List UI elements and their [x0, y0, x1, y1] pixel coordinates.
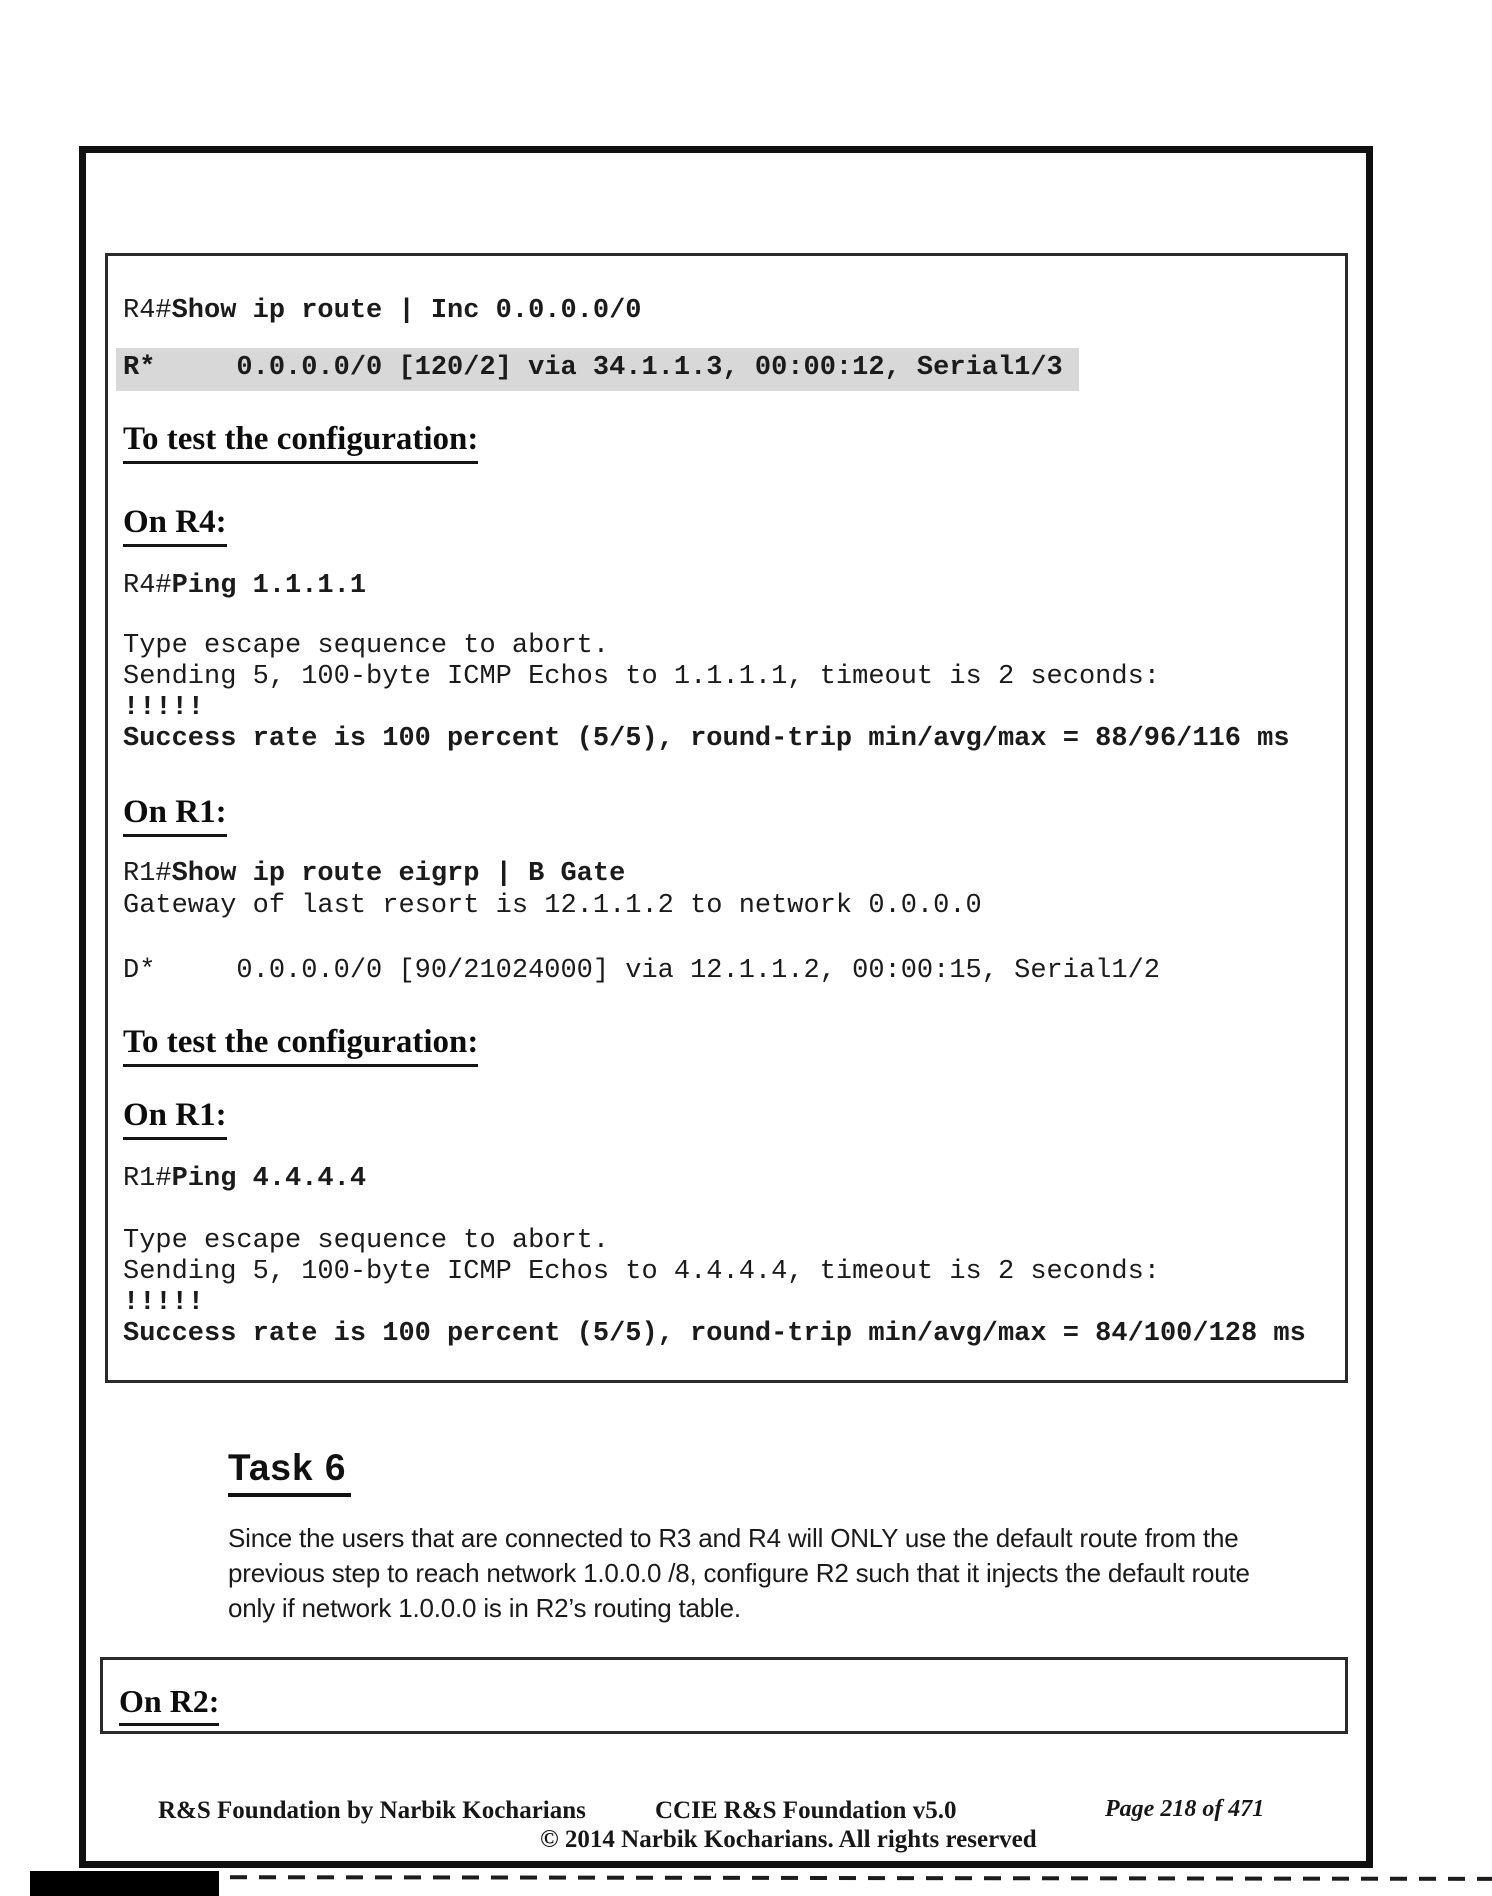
task-6-description: [228, 1521, 1250, 1626]
cli-command-r1-show: [123, 859, 625, 890]
footer-copyright: © 2014 Narbik Kocharians. All rights reserved: [540, 1826, 1037, 1853]
footer-edition: CCIE R&S Foundation v5.0: [655, 1797, 957, 1824]
terminal-output-box: [105, 253, 1348, 1383]
on-r2-box: [100, 1657, 1348, 1734]
task-description-line: Since the users that are connected to R3 and R4 will ONLY use the default route from the: [228, 1523, 1239, 1553]
footer-book-title: R&S Foundation by Narbik Kocharians: [158, 1797, 586, 1824]
scan-artifact-black-bar: [30, 1871, 219, 1896]
cli-prompt: R4#: [123, 571, 172, 601]
ping-exclamations: !!!!!: [123, 1288, 205, 1318]
heading-on-r4: On R4:: [123, 504, 227, 547]
footer-page-number: Page 218 of 471: [1105, 1796, 1265, 1822]
cli-command-text: Ping 1.1.1.1: [171, 571, 367, 601]
cli-command-text: Ping 4.4.4.4: [171, 1164, 367, 1194]
gateway-of-last-resort-line: Gateway of last resort is 12.1.1.2 to network 0.0.0.0: [123, 891, 982, 921]
cli-command-text: Show ip route | Inc 0.0.0.0/0: [171, 296, 642, 326]
cli-prompt: R4#: [123, 296, 172, 326]
heading-on-r1-first: On R1:: [123, 794, 227, 837]
heading-to-test-configuration-2: To test the configuration:: [123, 1024, 478, 1067]
task-description-line: previous step to reach network 1.0.0.0 /8, configure R2 such that it injects the default route: [228, 1558, 1250, 1588]
ping-exclamations: !!!!!: [123, 693, 205, 723]
heading-on-r2: On R2:: [119, 1683, 219, 1726]
heading-on-r1-second: On R1:: [123, 1097, 227, 1140]
cli-prompt: R1#: [123, 859, 172, 889]
ping-output-r4: [123, 631, 1290, 755]
cli-command-text: Show ip route eigrp | B Gate: [171, 859, 626, 889]
ping-output-line: Type escape sequence to abort.: [123, 631, 610, 661]
ping-success-rate: Success rate is 100 percent (5/5), round-trip min/avg/max = 88/96/116 ms: [123, 724, 1290, 754]
ping-output-line: Sending 5, 100-byte ICMP Echos to 4.4.4.4, timeout is 2 seconds:: [123, 1257, 1160, 1287]
heading-to-test-configuration-1: To test the configuration:: [123, 421, 478, 464]
ping-output-line: Sending 5, 100-byte ICMP Echos to 1.1.1.1, timeout is 2 seconds:: [123, 662, 1160, 692]
route-entry-r1: D* 0.0.0.0/0 [90/21024000] via 12.1.1.2, 00:00:15, Serial1/2: [123, 956, 1160, 986]
task-description-line: only if network 1.0.0.0 is in R2’s routing table.: [228, 1593, 741, 1623]
cli-prompt: R1#: [123, 1164, 172, 1194]
ping-output-r1: [123, 1226, 1306, 1350]
cli-command-r4-show: [123, 296, 642, 327]
cli-command-r1-ping: [123, 1164, 366, 1195]
route-entry-r4-highlighted: R* 0.0.0.0/0 [120/2] via 34.1.1.3, 00:00:12, Serial1/3: [116, 348, 1079, 391]
task-6-heading: Task 6: [228, 1447, 351, 1497]
ping-output-line: Type escape sequence to abort.: [123, 1226, 610, 1256]
scan-artifact-dashed-line: [172, 1875, 1492, 1881]
ping-success-rate: Success rate is 100 percent (5/5), round-trip min/avg/max = 84/100/128 ms: [123, 1319, 1306, 1349]
cli-command-r4-ping: [123, 571, 366, 602]
